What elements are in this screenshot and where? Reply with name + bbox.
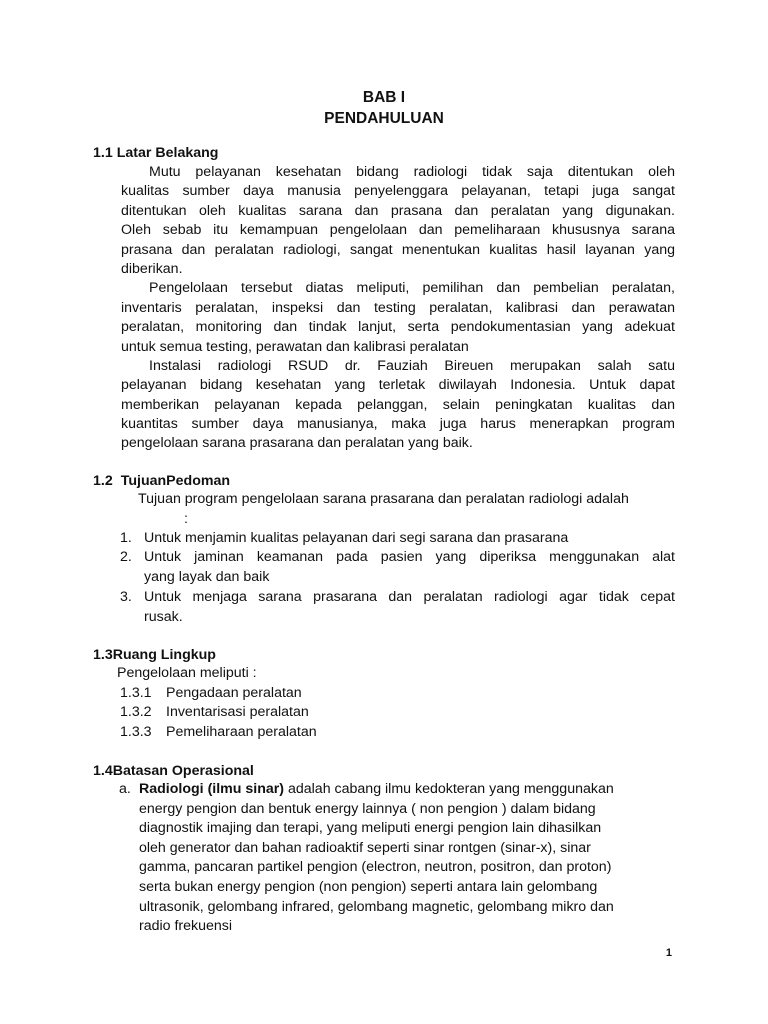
section-1-1-body (121, 163, 675, 454)
section-number: 1.1 (93, 145, 113, 161)
definition-term: Radiologi (ilmu sinar) (139, 781, 285, 797)
list-text: yang layak dan baik (144, 568, 270, 585)
list-text: rusak. (144, 608, 183, 625)
list-number: 1. (120, 530, 132, 546)
section-heading-1-4 (93, 762, 254, 781)
chapter-title (0, 87, 768, 129)
section-number: 1.4 (93, 763, 113, 779)
list-number: 3. (120, 589, 132, 605)
sub-text: Pemeliharaan peralatan (166, 724, 317, 740)
sub-list-item (120, 684, 302, 704)
paragraph-line: Mutu pelayanan kesehatan bidang radiologi tidak saja ditentukan oleh (149, 164, 675, 180)
sub-code: 1.3.1 (120, 685, 152, 701)
paragraph-line: inventaris peralatan, inspeksi dan testing peralatan, kalibrasi dan perawatan (121, 299, 675, 316)
definition-first-line (139, 780, 614, 800)
section-title: Ruang Lingkup (112, 647, 216, 663)
paragraph-line: pelayanan bidang kesehatan yang terletak diwilayah Indonesia. Untuk dapat (121, 377, 675, 394)
section-1-2-intro (138, 490, 629, 529)
definition-line: serta bukan energy pengion (non pengion) seperti antara lain gelombang (139, 878, 598, 895)
section-title: Batasan Operasional (112, 763, 254, 779)
paragraph-line: kuantitas sumber daya manusianya, maka juga harus menerapkan program (121, 416, 675, 433)
page-number: 1 (665, 947, 672, 959)
section-number: 1.2 (93, 473, 113, 489)
definition-line: radio frekuensi (139, 918, 233, 935)
definition-line: gamma, pancaran partikel pengion (electron, neutron, positron, dan proton) (139, 859, 612, 876)
intro-line: Tujuan program pengelolaan sarana prasarana dan peralatan radiologi adalah (138, 491, 629, 507)
list-number: 2. (120, 549, 132, 565)
list-text: Untuk menjamin kualitas pelayanan dari segi sarana dan prasarana (144, 530, 569, 546)
sub-code: 1.3.3 (120, 724, 152, 740)
definition-line: ultrasonik, gelombang infrared, gelombang magnetic, gelombang mikro dan (139, 898, 614, 915)
paragraph-line: ditentukan oleh kualitas sarana dan prasana dan peralatan yang digunakan. (121, 202, 675, 219)
definition-item-a (119, 780, 614, 937)
paragraph-line: peralatan, monitoring dan tindak lanjut, serta pendokumentasian yang adekuat (121, 319, 675, 336)
list-item (120, 588, 675, 627)
paragraph-line: prasana dan peralatan radiologi, sangat menentukan kualitas hasil layanan yang (121, 241, 675, 258)
paragraph-line: untuk semua testing, perawatan dan kalibrasi peralatan (121, 338, 469, 355)
chapter-number: BAB I (362, 89, 406, 106)
paragraph-line: pengelolaan sarana prasarana dan peralatan yang baik. (121, 435, 473, 452)
section-heading-1-2 (93, 472, 230, 491)
section-heading-1-3 (93, 646, 216, 665)
list-item (120, 548, 675, 587)
paragraph-line: kualitas sumber daya manusia penyelenggara pelayanan, tetapi juga sangat (121, 183, 675, 200)
sub-text: Inventarisasi peralatan (166, 704, 309, 720)
sub-code: 1.3.2 (120, 704, 152, 720)
paragraph-line: Oleh sebab itu kemampuan pengelolaan dan pemeliharaan khususnya sarana (121, 222, 675, 239)
section-heading-1-1 (93, 144, 218, 163)
sub-text: Pengadaan peralatan (166, 685, 302, 701)
list-text: Untuk menjaga sarana prasarana dan peralatan radiologi agar tidak cepat (144, 589, 675, 605)
section-number: 1.3 (93, 647, 113, 663)
definition-text: adalah cabang ilmu kedokteran yang menggunakan (284, 781, 614, 797)
definition-line: energy pengion dan bentuk energy lainnya ( non pengion ) dalam bidang (139, 800, 596, 817)
chapter-name: PENDAHULUAN (324, 110, 444, 127)
section-title: Latar Belakang (116, 145, 219, 161)
paragraph-line: Pengelolaan tersebut diatas meliputi, pemilihan dan pembelian peralatan, (149, 280, 675, 297)
definition-line: oleh generator dan bahan radioaktif seperti sinar rontgen (sinar-x), sinar (139, 839, 591, 856)
list-text: Untuk jaminan keamanan pada pasien yang diperiksa menggunakan alat (144, 549, 675, 565)
item-letter: a. (119, 781, 131, 797)
list-item (120, 529, 675, 549)
paragraph-line: memberikan pelayanan kepada pelanggan, selain peningkatan kualitas dan (121, 396, 675, 413)
sub-list-item (120, 703, 309, 723)
section-title: TujuanPedoman (120, 473, 231, 489)
intro-colon: : (184, 510, 188, 527)
paragraph-line: diberikan. (121, 260, 183, 277)
definition-line: diagnostik imajing dan terapi, yang meliputi energi pengion lain dihasilkan (139, 820, 602, 837)
sub-list-item (120, 723, 317, 743)
paragraph-line: Instalasi radiologi RSUD dr. Fauziah Bireuen merupakan salah satu (149, 357, 675, 374)
section-1-3-intro: Pengelolaan meliputi : (117, 665, 257, 681)
